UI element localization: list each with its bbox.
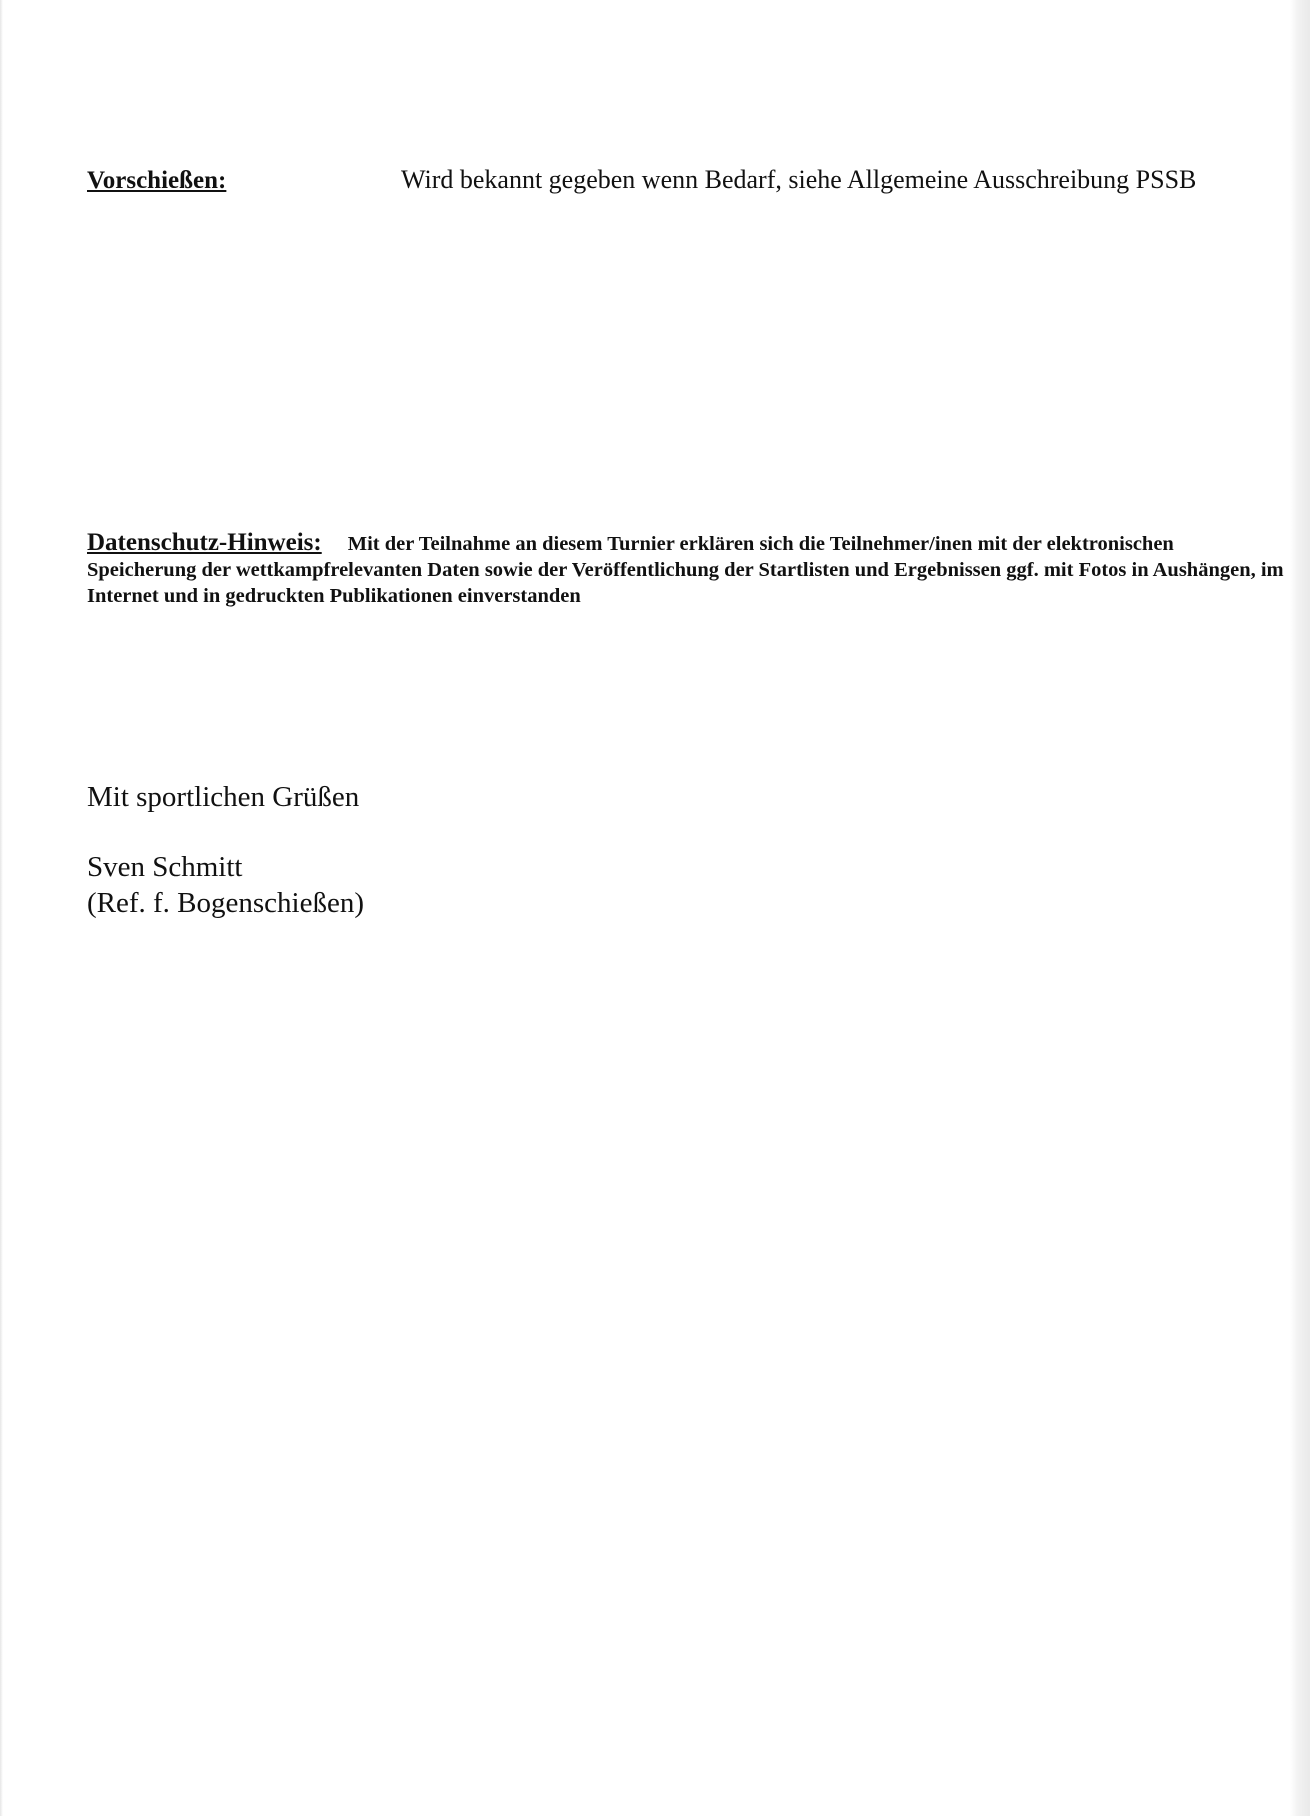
signatory-role: (Ref. f. Bogenschießen) (87, 887, 365, 919)
page-edge-right (1290, 0, 1310, 1816)
vorschiessen-value: Wird bekannt gegeben wenn Bedarf, siehe Allgemeine Ausschreibung PSSB (401, 165, 1197, 194)
datenschutz-text: Mit der Teilnahme an diesem Turnier erklären sich die Teilnehmer/inen mit der elektronischen Speicherung der wettkampfrelevanten Daten sowie der Veröffentlichung der Startlisten und Ergebnissen ggf. mit Fotos in Aushängen, im Internet und in gedruckten Publikationen einverstanden (87, 533, 1284, 607)
closing-spacer (87, 815, 364, 849)
closing-section (87, 779, 364, 921)
signatory-name: Sven Schmitt (87, 851, 243, 883)
page-edge-left (0, 0, 3, 1816)
closing-greeting: Mit sportlichen Grüßen (87, 781, 360, 813)
vorschiessen-label: Vorschießen: (87, 167, 227, 194)
datenschutz-label: Datenschutz-Hinweis: (87, 529, 322, 556)
vorschiessen-section (87, 163, 1277, 199)
datenschutz-section (87, 530, 1287, 609)
